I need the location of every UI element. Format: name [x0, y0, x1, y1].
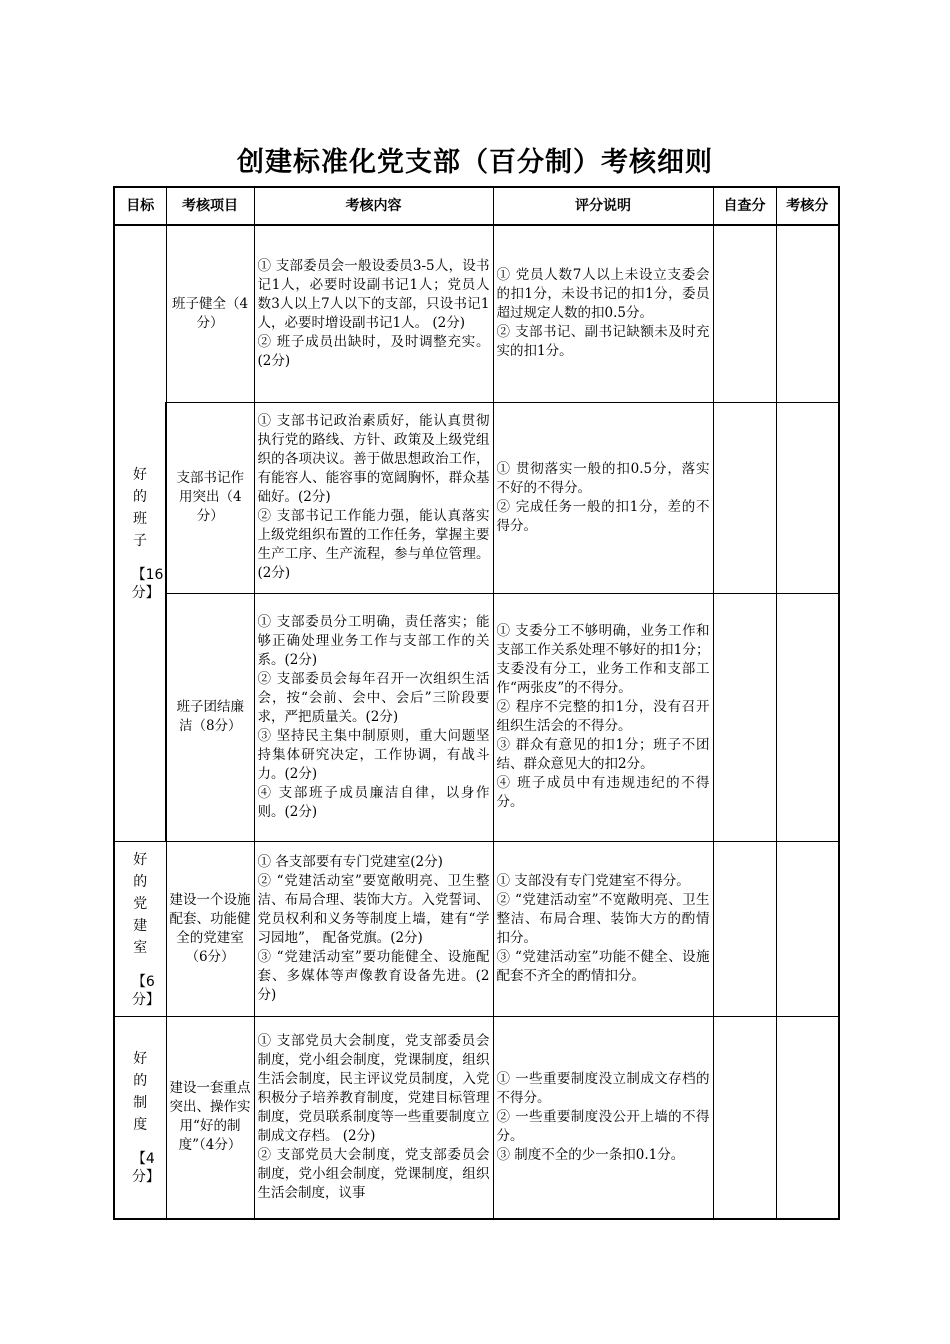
content-line: ② “党建活动室”要宽敞明亮、卫生整洁、布局合理、装饰大方。入党誓词、党员权利和义务等制度上墙，建有“学习园地”， 配备党旗。(2分) [257, 872, 490, 946]
explain-line: ④ 班子成员中有违规违纪的不得分。 [496, 775, 710, 810]
goal-cell [114, 841, 166, 1016]
explain-cell [493, 225, 713, 402]
table-row [114, 841, 839, 1016]
content-line: ① 支部委员会一般设委员3-5人，设书记1人，必要时设副书记1人；党员人数3人以上7人以下的支部，只设书记1人，必要时增设副书记1人。 (2分) [257, 257, 490, 331]
goal-score: 【4分】 [131, 1151, 160, 1186]
content-cell [254, 1016, 493, 1219]
table-row [114, 402, 839, 593]
explain-line: ① 支委分工不够明确，业务工作和支部工作关系处理不够好的扣1分；支委没有分工，业务工作和支部工作“两张皮”的不得分。 [496, 623, 710, 696]
header-review-score: 考核分 [776, 187, 839, 225]
header-item: 考核项目 [166, 187, 254, 225]
item-name: 班子团结廉洁（8分） [166, 593, 254, 841]
explain-line: ② 程序不完整的扣1分，没有召开组织生活会的不得分。 [496, 699, 710, 734]
self-score-cell[interactable] [713, 402, 776, 593]
explain-line: ① 党员人数7人以上未设立支委会的扣1分，未设书记的扣1分，委员超过规定人数的扣0.5分。 [496, 267, 710, 322]
content-line: ① 各支部要有专门党建室(2分) [257, 853, 443, 870]
explain-line: ③ 制度不全的少一条扣0.1分。 [496, 1146, 685, 1163]
header-self-score: 自查分 [713, 187, 776, 225]
explain-cell [493, 1016, 713, 1219]
table-header-row [114, 187, 839, 225]
review-score-cell[interactable] [776, 593, 839, 841]
explain-line: ① 贯彻落实一般的扣0.5分，落实不好的不得分。 [496, 460, 710, 496]
assessment-table [113, 186, 840, 1220]
item-name: 建设一套重点突出、操作实用“好的制度”（4分） [166, 1016, 254, 1219]
goal-name: 好的党建室 [133, 851, 148, 956]
explain-line: ② 支部书记、副书记缺额未及时充实的扣1分。 [496, 324, 710, 360]
goal-name: 好的制度 [133, 1051, 148, 1134]
content-line: ② 支部书记工作能力强，能认真落实上级党组织布置的工作任务，掌握主要生产工序、生产流程，参与单位管理。(2分) [257, 508, 490, 581]
content-line: ① 支部书记政治素质好，能认真贯彻执行党的路线、方针、政策及上级党组织的各项决议。善于做思想政治工作，有能容人、能容事的宽阔胸怀，群众基础好。(2分) [257, 413, 490, 505]
table-row [114, 1016, 839, 1219]
review-score-cell[interactable] [776, 841, 839, 1016]
content-cell [254, 841, 493, 1016]
explain-line: ① 一些重要制度没立制成文存档的不得分。 [496, 1070, 710, 1106]
page-title: 创建标准化党支部（百分制）考核细则 [237, 147, 713, 178]
content-line: ③ “党建活动室”要功能健全、设施配套、多媒体等声像教育设备先进。(2分) [257, 948, 490, 1003]
explain-cell [493, 593, 713, 841]
content-cell [254, 402, 493, 593]
content-line: ② 班子成员出缺时，及时调整充实。(2分) [257, 333, 490, 369]
self-score-cell[interactable] [713, 1016, 776, 1219]
content-line: ② 支部党员大会制度，党支部委员会制度，党小组会制度，党课制度，组织生活会制度，议事 [257, 1146, 490, 1201]
goal-score: 【6分】 [131, 973, 160, 1008]
header-explain: 评分说明 [493, 187, 713, 225]
goal-cell [114, 1016, 166, 1219]
item-name: 支部书记作用突出（4分） [166, 402, 254, 593]
explain-line: ② “党建活动室”不宽敞明亮、卫生整洁、布局合理、装饰大方的酌情扣分。 [496, 891, 710, 946]
goal-name: 好的班子 [133, 467, 147, 550]
explain-cell [493, 402, 713, 593]
explain-cell [493, 841, 713, 1016]
header-goal: 目标 [114, 187, 166, 225]
self-score-cell[interactable] [713, 593, 776, 841]
content-line: ① 支部委员分工明确，责任落实；能够正确处理业务工作与支部工作的关系。(2分) [257, 613, 490, 668]
explain-line: ② 完成任务一般的扣1分，差的不得分。 [496, 498, 710, 534]
header-content: 考核内容 [254, 187, 493, 225]
table-row [114, 593, 839, 841]
content-line: ③ 坚持民主集中制原则，重大问题坚持集体研究决定，工作协调，有战斗力。(2分) [257, 727, 490, 782]
content-line: ② 支部委员会每年召开一次组织生活会，按“会前、会中、会后”三阶段要求，严把质量关。(2分) [257, 670, 490, 725]
item-name: 班子健全（4分） [166, 225, 254, 402]
explain-line: ③ 群众有意见的扣1分；班子不团结、群众意见大的扣2分。 [496, 737, 710, 772]
review-score-cell[interactable] [776, 225, 839, 402]
goal-score: 【16分】 [131, 567, 164, 602]
review-score-cell[interactable] [776, 1016, 839, 1219]
table-row [114, 225, 839, 402]
review-score-cell[interactable] [776, 402, 839, 593]
content-line: ① 支部党员大会制度，党支部委员会制度，党小组会制度，党课制度，组织生活会制度，民主评议党员制度，入党积极分子培养教育制度，党建目标管理制度，党员联系制度等一些重要制度立制成文存档。 (2分) [257, 1032, 490, 1144]
explain-line: ① 支部没有专门党建室不得分。 [496, 872, 690, 889]
content-cell [254, 225, 493, 402]
self-score-cell[interactable] [713, 841, 776, 1016]
explain-line: ② 一些重要制度没公开上墙的不得分。 [496, 1108, 710, 1144]
item-name: 建设一个设施配套、功能健全的党建室（6分） [166, 841, 254, 1016]
explain-line: ③ “党建活动室”功能不健全、设施配套不齐全的酌情扣分。 [496, 948, 710, 984]
goal-cell [114, 225, 166, 841]
content-cell [254, 593, 493, 841]
content-line: ④ 支部班子成员廉洁自律，以身作则。(2分) [257, 784, 490, 820]
self-score-cell[interactable] [713, 225, 776, 402]
